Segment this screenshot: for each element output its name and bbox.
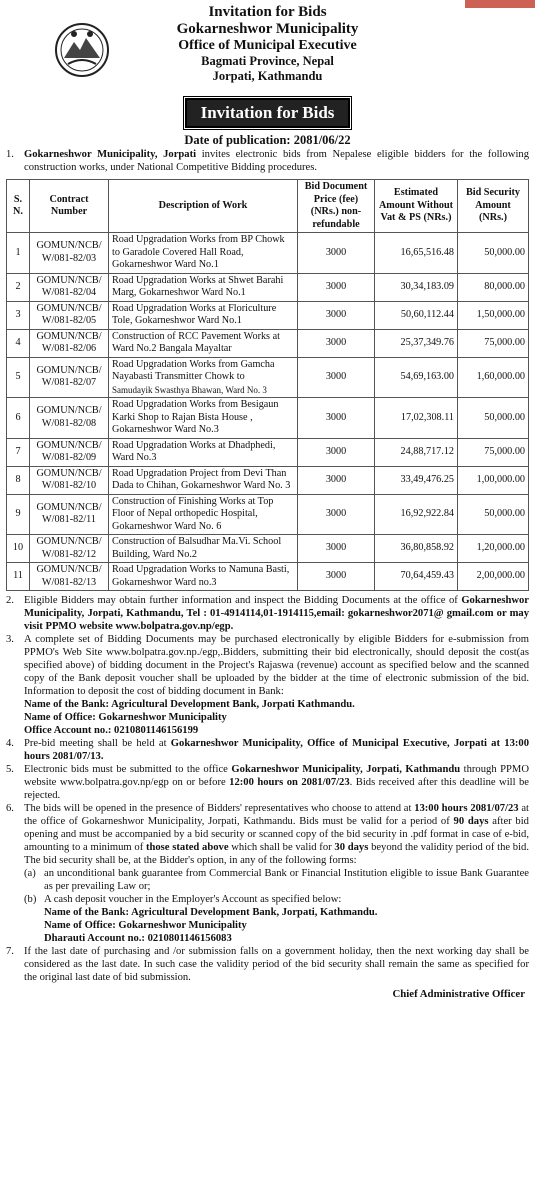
cell-contract: GOMUN/NCB/ W/081-82/12 (30, 535, 109, 563)
cell-security: 75,000.00 (458, 438, 529, 466)
government-seal-icon (54, 22, 110, 78)
section-number: 2. (6, 595, 14, 606)
cell-fee: 3000 (298, 535, 375, 563)
section-number: 3. (6, 634, 14, 645)
cell-fee: 3000 (298, 438, 375, 466)
p6-text-c: at the office of Gokarneshwor Municipality, Jorpati, Kathmandu. Bids must be valid for a period of (24, 803, 529, 827)
table-row (7, 535, 529, 563)
table-row (7, 438, 529, 466)
cell-sn: 2 (7, 273, 30, 301)
section-2 (6, 594, 529, 633)
p6-text-i: beyond the validity period of the bid. The bid security shall be, at the Bidder's option, in any of the following forms: (24, 842, 529, 866)
cell-sn: 8 (7, 466, 30, 494)
cell-security: 75,000.00 (458, 329, 529, 357)
cell-contract: GOMUN/NCB/ W/081-82/13 (30, 563, 109, 591)
section-number: 4. (6, 738, 14, 749)
section-1 (6, 148, 529, 174)
cell-contract: GOMUN/NCB/ W/081-82/04 (30, 273, 109, 301)
table-row (7, 494, 529, 535)
cell-description: Road Upgradation Works at Shwet Barahi Marg, Gokarneshwor Ward No.1 (109, 273, 298, 301)
cell-sn: 11 (7, 563, 30, 591)
p6-bold-b: 13:00 hours 2081/07/23 (414, 803, 519, 814)
cell-fee: 3000 (298, 398, 375, 439)
p3-office: Name of Office: Gokarneshwor Municipality (24, 712, 227, 723)
description-line: Road Upgradation Works from Gamcha Nayabasti Transmitter Chowk to (112, 358, 275, 382)
cell-estimate: 16,65,516.48 (375, 233, 458, 274)
section-3 (6, 633, 529, 737)
cell-estimate: 50,60,112.44 (375, 301, 458, 329)
p6-bold-f: those stated above (145, 842, 229, 853)
p4-text: Pre-bid meeting shall be held at (24, 738, 171, 749)
table-row (7, 329, 529, 357)
p6-bold-h: 30 days (334, 842, 369, 853)
p3-account: Office Account no.: 0210801146156199 (24, 725, 199, 736)
cell-security: 80,000.00 (458, 273, 529, 301)
cell-contract: GOMUN/NCB/ W/081-82/09 (30, 438, 109, 466)
cell-fee: 3000 (298, 273, 375, 301)
p2-contact: Gokarneshwor Municipality, Jorpati, Kathmandu, Tel : 01-4914114,01-1914115,email: gokarneshwor2071@ gmail.com or may visit PPMO website www.bolpatra.gov.np/egp. (24, 595, 529, 632)
p5-bold-b: Gokarneshwor Municipality, Jorpati, Kathmandu (231, 764, 461, 775)
cell-sn: 1 (7, 233, 30, 274)
cell-contract: GOMUN/NCB/ W/081-82/11 (30, 494, 109, 535)
header-title: Invitation for Bids (208, 4, 327, 20)
cell-estimate: 54,69,163.00 (375, 357, 458, 398)
description-line-small: Samudayik Swasthya Bhawan, Ward No. 3 (112, 384, 267, 395)
title-banner: Invitation for Bids (185, 98, 351, 128)
col-security: Bid Security Amount (NRs.) (458, 180, 529, 233)
col-sn: S. N. (7, 180, 30, 233)
cell-fee: 3000 (298, 329, 375, 357)
p5-text-a: Electronic bids must be submitted to the office (24, 764, 232, 775)
cell-contract: GOMUN/NCB/ W/081-82/06 (30, 329, 109, 357)
cell-sn: 4 (7, 329, 30, 357)
cell-security: 50,000.00 (458, 494, 529, 535)
p5-bold-d: 12:00 hours on 2081/07/23 (229, 777, 350, 788)
cell-security: 1,60,000.00 (458, 357, 529, 398)
col-fee: Bid Document Price (fee) (NRs.) non-refundable (298, 180, 375, 233)
cell-fee: 3000 (298, 357, 375, 398)
option-a-text: an unconditional bank guarantee from Commercial Bank or Financial Institution eligible to issue Bank Guarantee as per prevailing Law or; (44, 868, 529, 892)
cell-estimate: 24,88,717.12 (375, 438, 458, 466)
office-name: Office of Municipal Executive (178, 38, 357, 53)
cell-estimate: 30,34,183.09 (375, 273, 458, 301)
option-b (24, 893, 529, 906)
cell-estimate: 17,02,308.11 (375, 398, 458, 439)
table-row (7, 273, 529, 301)
bid-table (6, 179, 529, 591)
table-body (7, 233, 529, 591)
cell-security: 1,50,000.00 (458, 301, 529, 329)
cell-security: 2,00,000.00 (458, 563, 529, 591)
p6-office: Name of Office: Gokarneshwor Municipality (44, 920, 247, 931)
cell-security: 50,000.00 (458, 398, 529, 439)
section-7 (6, 945, 529, 984)
cell-sn: 5 (7, 357, 30, 398)
cell-security: 1,20,000.00 (458, 535, 529, 563)
section-6 (6, 802, 529, 945)
cell-description: Road Upgradation Project from Devi Than Dada to Chihan, Gokarneshwor Ward No. 3 (109, 466, 298, 494)
col-estimate: Estimated Amount Without Vat & PS (NRs.) (375, 180, 458, 233)
location-name: Jorpati, Kathmandu (212, 69, 323, 83)
cell-description: Road Upgradation Works at Floriculture Tole, Gokarneshwor Ward No.1 (109, 301, 298, 329)
p6-text-e: after bid opening and must be accompanied by a bid security or scanned copy of the bid security in .pdf format in case of e-bid, amounting to a minimum of (24, 816, 529, 853)
option-a (24, 867, 529, 893)
cell-estimate: 25,37,349.76 (375, 329, 458, 357)
cell-estimate: 70,64,459.43 (375, 563, 458, 591)
option-b-label: (b) (24, 894, 37, 905)
section-5 (6, 763, 529, 802)
cell-description: Construction of RCC Pavement Works at Ward No.2 Bangala Mayaltar (109, 329, 298, 357)
p2-text: Eligible Bidders may obtain further information and inspect the Bidding Documents at the office of (24, 595, 462, 606)
cell-fee: 3000 (298, 494, 375, 535)
p3-text: A complete set of Bidding Documents may be purchased electronically by eligible Bidders for e-submission from PPMO's Web Site www.bolpatra.gov.np./egp,.Bidders, submitting their bid electronically, should deposit the cost(as specified above) of bidding document in the Project's Rajaswa (revenue) account as specified below and the scanned copy of the Bank deposit voucher shall be uploaded by the bidder at the time of electronic submission of the bid. Information to deposit the cost of bidding document in Bank: (24, 634, 529, 697)
table-row (7, 466, 529, 494)
p7-text: If the last date of purchasing and /or submission falls on a government holiday, then the next working day shall be considered as the last date. In such case the validity period of the bid security shall remain the same as specified for the original last date of bid submission. (24, 946, 529, 983)
cell-contract: GOMUN/NCB/ W/081-82/10 (30, 466, 109, 494)
cell-sn: 7 (7, 438, 30, 466)
p3-bank: Name of the Bank: Agricultural Development Bank, Jorpati Kathmandu. (24, 699, 355, 710)
table-row (7, 398, 529, 439)
p4-bold: Gokarneshwor Municipality, Office of Municipal Executive, Jorpati at 13:00 hours 2081/07/13. (24, 738, 529, 762)
cell-contract: GOMUN/NCB/ W/081-82/03 (30, 233, 109, 274)
option-b-text: A cash deposit voucher in the Employer's Account as specified below: (44, 894, 342, 905)
option-a-label: (a) (24, 868, 36, 879)
province-name: Bagmati Province, Nepal (201, 54, 334, 68)
cell-fee: 3000 (298, 233, 375, 274)
cell-description: Construction of Finishing Works at Top Floor of Nepal orthopedic Hospital, Gokarneshwor Ward No. 6 (109, 494, 298, 535)
table-row (7, 563, 529, 591)
table-row (7, 233, 529, 274)
p6-bold-d: 90 days (453, 816, 489, 827)
col-contract: Contract Number (30, 180, 109, 233)
cell-description: Road Upgradation Works from Besigaun Karki Shop to Rajan Bista House , Gokarneshwor Ward No.3 (109, 398, 298, 439)
p5-text-c: through PPMO website www.bolpatra.gov.np/egp on or before (24, 764, 529, 788)
section-number: 6. (6, 803, 14, 814)
cell-description: Road Upgradation Works at Dhadphedi, Ward No.3 (109, 438, 298, 466)
cell-estimate: 33,49,476.25 (375, 466, 458, 494)
cell-contract: GOMUN/NCB/ W/081-82/08 (30, 398, 109, 439)
cell-sn: 9 (7, 494, 30, 535)
cell-security: 50,000.00 (458, 233, 529, 274)
cell-description: Construction of Balsudhar Ma.Vi. School Building, Ward No.2 (109, 535, 298, 563)
cell-sn: 6 (7, 398, 30, 439)
publication-date: Date of publication: 2081/06/22 (184, 133, 351, 147)
section-4 (6, 737, 529, 763)
table-row (7, 301, 529, 329)
cell-security: 1,00,000.00 (458, 466, 529, 494)
p6-text-a: The bids will be opened in the presence of Bidders' representatives who choose to attend at (24, 803, 415, 814)
col-description: Description of Work (109, 180, 298, 233)
municipality-name: Gokarneshwor Municipality (176, 21, 359, 37)
cell-fee: 3000 (298, 466, 375, 494)
cell-sn: 3 (7, 301, 30, 329)
banner-wrap (6, 98, 529, 128)
section-number: 7. (6, 946, 14, 957)
table-row (7, 357, 529, 398)
cell-sn: 10 (7, 535, 30, 563)
section-number: 5. (6, 764, 14, 775)
cell-estimate: 16,92,922.84 (375, 494, 458, 535)
intro-text: invites electronic bids from Nepalese eligible bidders for the following construction works, under National Competitive Bidding procedures. (24, 149, 529, 173)
p5-text-e: . Bids received after this deadline will be rejected. (24, 777, 529, 801)
cell-contract: GOMUN/NCB/ W/081-82/05 (30, 301, 109, 329)
intro-bold: Gokarneshwor Municipality, Jorpati (24, 149, 197, 160)
p6-account: Dharauti Account no.: 0210801146156083 (44, 933, 232, 944)
cell-description (109, 357, 298, 398)
section-number: 1. (6, 149, 14, 160)
p6-bank: Name of the Bank: Agricultural Development Bank, Jorpati, Kathmandu. (44, 907, 378, 918)
p6-text-g: which shall be valid for (228, 842, 335, 853)
cell-fee: 3000 (298, 301, 375, 329)
cell-description: Road Upgradation Works from BP Chowk to Garadole Covered Hall Road, Gokarneshwor Ward No.1 (109, 233, 298, 274)
table-header-row (7, 180, 529, 233)
signature: Chief Administrative Officer (392, 988, 525, 1000)
cell-estimate: 36,80,858.92 (375, 535, 458, 563)
cell-contract: GOMUN/NCB/ W/081-82/07 (30, 357, 109, 398)
notice-header (6, 4, 529, 96)
cell-fee: 3000 (298, 563, 375, 591)
cell-description: Road Upgradation Works to Namuna Basti, Gokarneshwor Ward no.3 (109, 563, 298, 591)
